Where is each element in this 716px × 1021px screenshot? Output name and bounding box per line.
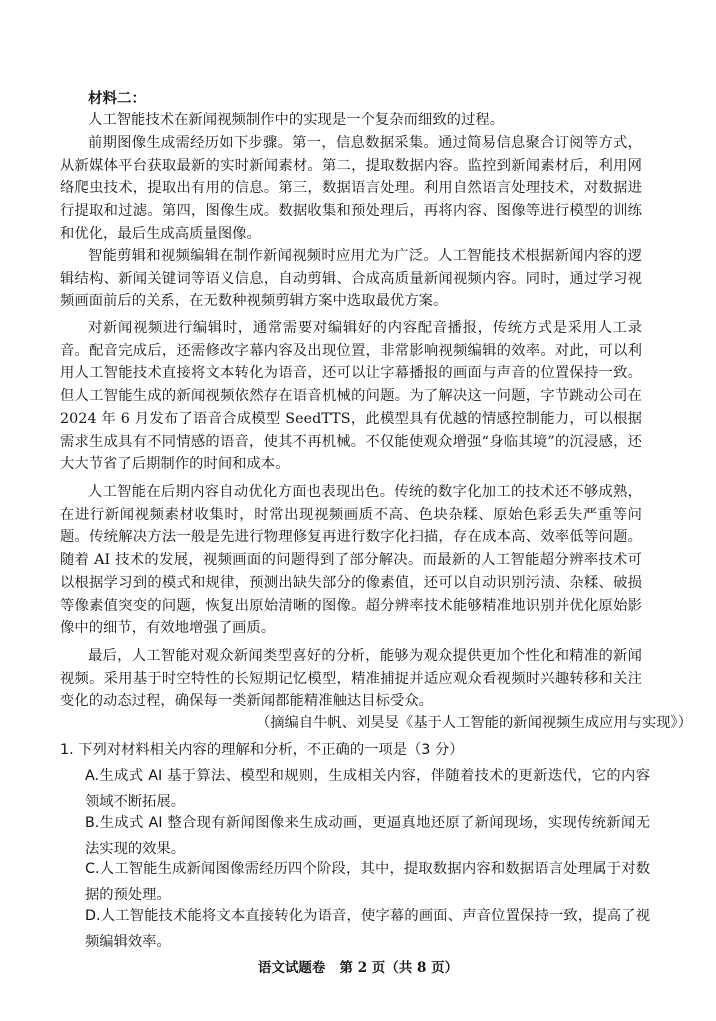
material-paragraph-3: 智能剪辑和视频编辑在制作新闻视频时应用尤为广泛。人工智能技术根据新闻内容的逻辑结构、新闻关键词等语义信息，自动剪辑、合成高质量新闻视频内容。同时，通过学习视频画面前后的关系，在无数种视频剪辑方案中选取最优方案。 (60, 248, 642, 310)
material-paragraph-4: 对新闻视频进行编辑时，通常需要对编辑好的内容配音播报，传统方式是采用人工录音。配音完成后，还需修改字幕内容及出现位置，非常影响视频编辑的效率。对此，可以利用人工智能技术直接将文本转化为语音，还可以让字幕播报的画面与声音的位置保持一致。但人工智能生成的新闻视频依然存在语音机械的问题。为了解决这一问题，字节跳动公司在 2024 年 6 月发布了语音合成模型 SeedTTS，此模型具有优越的情感控制能力，可以根据需求生成具有不同情感的语音，使其不再机械。不仅能使观众增强“身临其境”的沉浸感，还大大节省了后期制作的时间和成本。 (60, 320, 642, 473)
option-letter: D. (85, 908, 101, 924)
material-paragraph-6: 最后，人工智能对观众新闻类型喜好的分析，能够为观众提供更加个性化和精准的新闻视频。采用基于时空特性的长短期记忆模型，精准捕捉并适应观众看视频时兴趣转移和关注变化的动态过程，确保每一类新闻都能精准触达目标受众。 (60, 648, 642, 710)
answer-option-d[interactable] (75, 903, 650, 955)
option-letter: C. (85, 861, 100, 877)
material-paragraph-5: 人工智能在后期内容自动优化方面也表现出色。传统的数字化加工的技术还不够成熟，在进行新闻视频素材收集时，时常出现视频画质不高、色块杂糅、原始色彩丢失严重等问题。传统解决方法一般是先进行物理修复再进行数字化扫描，存在成本高、效率低等问题。随着 AI 技术的发展，视频画面的问题得到了部分解决。而最新的人工智能超分辨率技术可以根据学习到的模式和规律，预测出缺失部分的像素值，还可以自动识别污渍、杂糅、破损等像素值突变的问题，恢复出原始清晰的图像。超分辨率技术能够精准地识别并优化原始影像中的细节，有效地增强了画质。 (60, 484, 642, 637)
answer-option-c[interactable] (75, 856, 650, 908)
page-number-label: 语文试题卷 第 2 页（共 8 页） (257, 960, 459, 976)
material-paragraph-2: 前期图像生成需经历如下步骤。第一，信息数据采集。通过简易信息聚合订阅等方式，从新媒体平台获取最新的实时新闻素材。第二，提取数据内容。监控到新闻素材后，利用网络爬虫技术，提取出有用的信息。第三，数据语言处理。利用自然语言处理技术，对数据进行提取和过滤。第四，图像生成。数据收集和预处理后，再将内容、图像等进行模型的训练和优化，最后生成高质量图像。 (60, 135, 642, 242)
option-text: 生成式 AI 基于算法、模型和规则，生成相关内容，伴随着技术的更新迭代，它的内容领域不断拓展。 (85, 768, 650, 810)
option-letter: B. (85, 815, 100, 831)
option-text: 人工智能生成新闻图像需经历四个阶段，其中，提取数据内容和数据语言处理属于对数据的预处理。 (85, 861, 650, 903)
material-heading: 材料二： (88, 90, 146, 107)
answer-option-b[interactable] (75, 810, 650, 862)
page-footer (0, 958, 716, 978)
option-letter: A. (85, 768, 100, 784)
material-paragraph-1: 人工智能技术在新闻视频制作中的实现是一个复杂而细致的过程。 (88, 112, 505, 128)
question-stem: 1. 下列对材料相关内容的理解和分析，不正确的一项是（3 分） (60, 742, 464, 758)
option-text: 生成式 AI 整合现有新闻图像来生成动画，更逼真地还原了新闻现场，实现传统新闻无法实现的效果。 (85, 815, 650, 857)
option-text: 人工智能技术能将文本直接转化为语音，使字幕的画面、声音位置保持一致，提高了视频编辑效率。 (85, 908, 650, 950)
answer-option-a[interactable] (75, 763, 650, 815)
source-citation: （摘编自牛帆、刘昊旻《基于人工智能的新闻视频生成应用与实现》） (255, 715, 692, 731)
